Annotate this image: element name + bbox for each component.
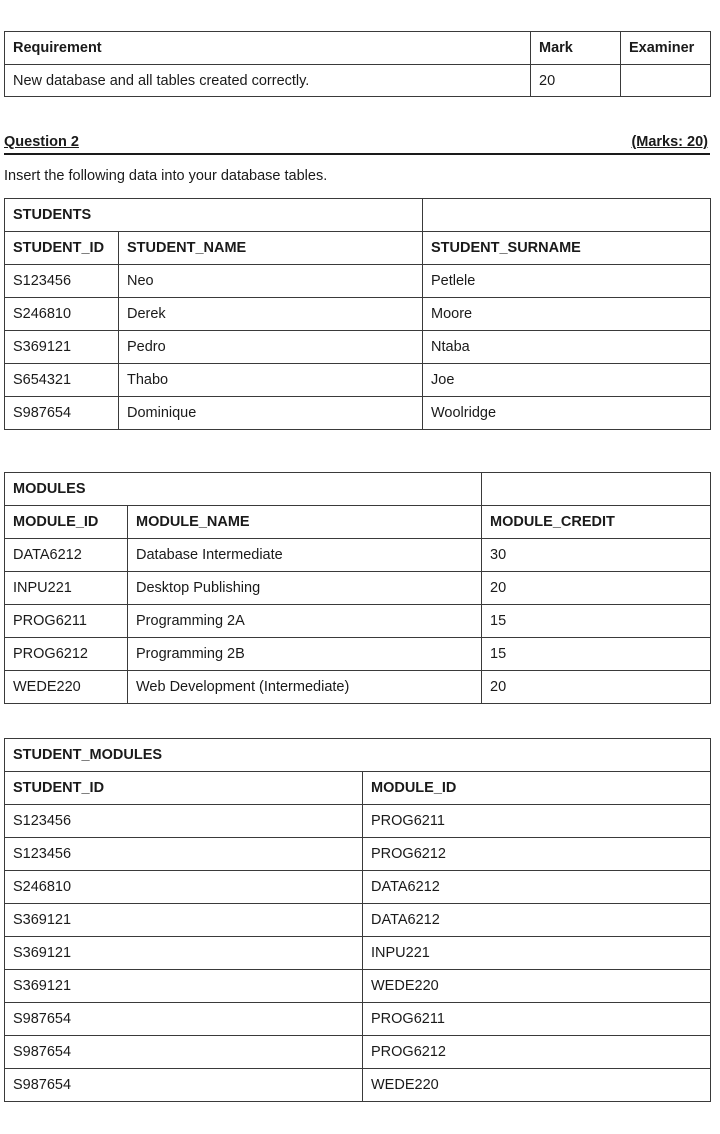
table-cell: S369121 <box>5 970 363 1003</box>
table-row <box>5 871 711 904</box>
table-cell: Pedro <box>119 331 423 364</box>
table-cell: Woolridge <box>423 397 711 430</box>
table-row <box>5 605 711 638</box>
table-cell: S123456 <box>5 805 363 838</box>
table-cell: Neo <box>119 265 423 298</box>
table-cell: Moore <box>423 298 711 331</box>
mark-value: 20 <box>531 65 621 97</box>
table-title: STUDENT_MODULES <box>5 739 711 772</box>
requirement-text: New database and all tables created correctly. <box>5 65 531 97</box>
table-cell: S123456 <box>5 265 119 298</box>
table-cell: PROG6211 <box>363 1003 711 1036</box>
table-cell: S246810 <box>5 298 119 331</box>
table-row <box>5 1003 711 1036</box>
question-marks: (Marks: 20) <box>631 134 708 150</box>
table-cell: WEDE220 <box>5 671 128 704</box>
requirement-table <box>4 31 711 97</box>
table-header-row <box>5 232 711 265</box>
table-cell: S654321 <box>5 364 119 397</box>
table-cell: 15 <box>482 638 711 671</box>
column-header: STUDENT_ID <box>5 232 119 265</box>
modules-table <box>4 472 711 704</box>
table-cell: Joe <box>423 364 711 397</box>
table-cell: Database Intermediate <box>128 539 482 572</box>
table-title: STUDENTS <box>5 199 423 232</box>
table-cell: S369121 <box>5 331 119 364</box>
table-title-row <box>5 199 711 232</box>
table-cell: S369121 <box>5 937 363 970</box>
table-title: MODULES <box>5 473 482 506</box>
table-cell: 20 <box>482 671 711 704</box>
students-table <box>4 198 711 430</box>
table-cell: Derek <box>119 298 423 331</box>
table-cell: 30 <box>482 539 711 572</box>
column-header: MODULE_ID <box>363 772 711 805</box>
column-header: MODULE_NAME <box>128 506 482 539</box>
table-row <box>5 838 711 871</box>
question-heading <box>4 134 710 155</box>
column-header: STUDENT_NAME <box>119 232 423 265</box>
table-row <box>5 904 711 937</box>
table-cell: S246810 <box>5 871 363 904</box>
table-row <box>5 805 711 838</box>
examiner-header: Examiner <box>621 32 711 65</box>
table-cell: INPU221 <box>5 572 128 605</box>
table-header-row <box>5 506 711 539</box>
question-title: Question 2 <box>4 134 79 150</box>
table-cell: 15 <box>482 605 711 638</box>
table-cell: S987654 <box>5 1069 363 1102</box>
table-cell: DATA6212 <box>363 871 711 904</box>
table-cell: PROG6211 <box>5 605 128 638</box>
table-cell: S987654 <box>5 397 119 430</box>
table-cell: S369121 <box>5 904 363 937</box>
table-row <box>5 539 711 572</box>
column-header: MODULE_ID <box>5 506 128 539</box>
table-cell: Ntaba <box>423 331 711 364</box>
table-title-row <box>5 739 711 772</box>
empty-cell <box>482 473 711 506</box>
table-cell: PROG6212 <box>363 838 711 871</box>
table-title-row <box>5 473 711 506</box>
column-header: MODULE_CREDIT <box>482 506 711 539</box>
table-cell: DATA6212 <box>363 904 711 937</box>
table-cell: Thabo <box>119 364 423 397</box>
table-cell: Dominique <box>119 397 423 430</box>
table-cell: Desktop Publishing <box>128 572 482 605</box>
table-row <box>5 298 711 331</box>
table-cell: 20 <box>482 572 711 605</box>
table-row <box>5 1069 711 1102</box>
table-cell: WEDE220 <box>363 970 711 1003</box>
question-instruction: Insert the following data into your database tables. <box>4 168 328 184</box>
table-cell: PROG6212 <box>363 1036 711 1069</box>
column-header: STUDENT_SURNAME <box>423 232 711 265</box>
table-row <box>5 265 711 298</box>
student-modules-table <box>4 738 711 1102</box>
table-cell: PROG6212 <box>5 638 128 671</box>
table-header-row <box>5 772 711 805</box>
table-row <box>5 970 711 1003</box>
table-cell: WEDE220 <box>363 1069 711 1102</box>
table-row <box>5 331 711 364</box>
table-cell: INPU221 <box>363 937 711 970</box>
table-row <box>5 671 711 704</box>
table-cell: S123456 <box>5 838 363 871</box>
table-cell: Programming 2A <box>128 605 482 638</box>
table-row <box>5 638 711 671</box>
table-cell: DATA6212 <box>5 539 128 572</box>
table-row <box>5 937 711 970</box>
requirement-row <box>5 65 711 97</box>
empty-cell <box>423 199 711 232</box>
table-cell: Petlele <box>423 265 711 298</box>
table-cell: Web Development (Intermediate) <box>128 671 482 704</box>
requirement-header: Requirement <box>5 32 531 65</box>
column-header: STUDENT_ID <box>5 772 363 805</box>
table-cell: S987654 <box>5 1036 363 1069</box>
table-row <box>5 364 711 397</box>
examiner-value <box>621 65 711 97</box>
table-cell: PROG6211 <box>363 805 711 838</box>
table-cell: Programming 2B <box>128 638 482 671</box>
mark-header: Mark <box>531 32 621 65</box>
table-row <box>5 1036 711 1069</box>
table-cell: S987654 <box>5 1003 363 1036</box>
table-row <box>5 572 711 605</box>
table-row <box>5 397 711 430</box>
requirement-header-row <box>5 32 711 65</box>
